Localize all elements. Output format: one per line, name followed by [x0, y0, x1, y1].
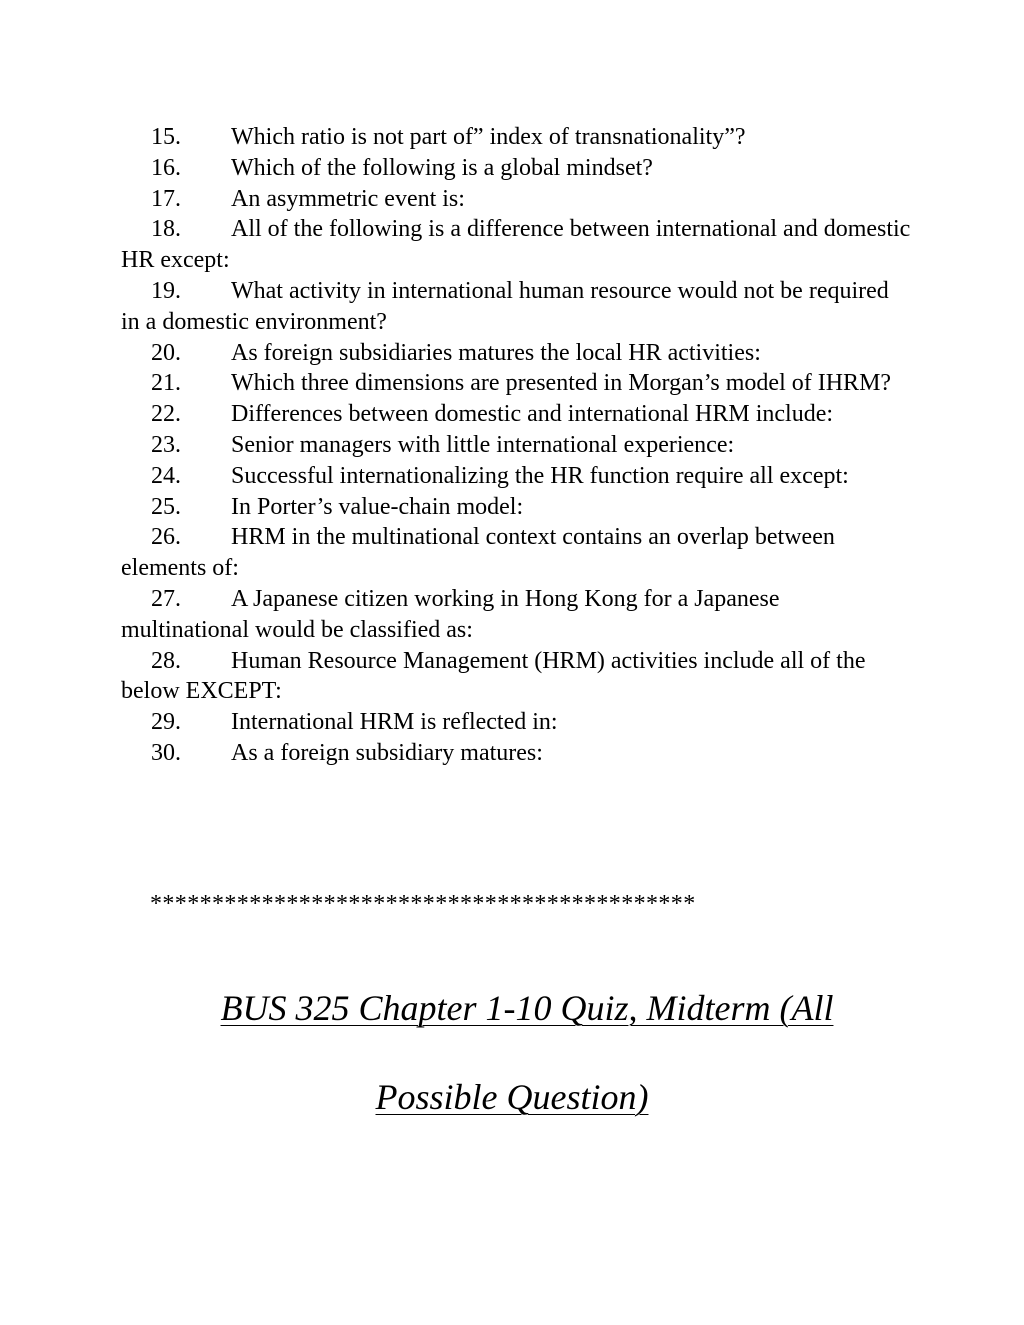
asterisk-separator: ******************************************** — [150, 891, 696, 917]
question-item — [121, 184, 911, 215]
question-item — [121, 522, 911, 584]
question-item — [121, 368, 911, 399]
question-text: Human Resource Management (HRM) activities include all of the below EXCEPT: — [121, 647, 866, 705]
question-number: 16. — [151, 154, 181, 181]
question-item — [121, 492, 911, 523]
question-number: 24. — [151, 462, 181, 489]
question-text: International HRM is reflected in: — [231, 709, 558, 736]
question-number: 28. — [151, 647, 181, 674]
question-number: 27. — [151, 585, 181, 612]
question-text: Which ratio is not part of” index of transnationality”? — [231, 124, 746, 150]
question-item — [121, 338, 911, 369]
question-item — [121, 276, 911, 338]
question-text: Successful internationalizing the HR function require all except: — [231, 462, 849, 489]
question-item — [121, 214, 911, 276]
question-text: Differences between domestic and international HRM include: — [231, 401, 834, 428]
question-text: In Porter’s value-chain model: — [231, 493, 524, 520]
question-text: What activity in international human resource would not be required in a domestic environment? — [121, 277, 889, 335]
question-text: Which of the following is a global mindset? — [231, 154, 653, 181]
question-item — [121, 399, 911, 430]
question-number: 29. — [151, 709, 181, 736]
question-item — [121, 584, 911, 646]
question-text: As foreign subsidiaries matures the local HR activities: — [231, 339, 761, 366]
question-number: 15. — [151, 124, 181, 150]
document-title-line-1: BUS 325 Chapter 1-10 Quiz, Midterm (All — [220, 988, 834, 1028]
question-text: All of the following is a difference between international and domestic HR except: — [121, 216, 911, 274]
question-list — [121, 122, 911, 769]
question-text: HRM in the multinational context contains an overlap between elements of: — [121, 524, 835, 582]
question-item — [121, 122, 911, 153]
question-number: 25. — [151, 493, 181, 520]
question-number: 17. — [151, 185, 181, 212]
question-number: 21. — [151, 370, 181, 397]
question-number: 23. — [151, 431, 181, 458]
question-number: 22. — [151, 401, 181, 428]
question-item — [121, 707, 911, 738]
question-text: An asymmetric event is: — [231, 185, 465, 212]
document-title-line-2: Possible Question) — [375, 1077, 649, 1117]
question-number: 20. — [151, 339, 181, 366]
question-number: 18. — [151, 216, 181, 243]
question-text: A Japanese citizen working in Hong Kong for a Japanese multinational would be classified as: — [121, 585, 780, 643]
question-number: 19. — [151, 277, 181, 304]
question-text: As a foreign subsidiary matures: — [231, 739, 543, 766]
question-item — [121, 430, 911, 461]
question-item — [121, 153, 911, 184]
question-text: Which three dimensions are presented in Morgan’s model of IHRM? — [231, 370, 892, 397]
question-number: 30. — [151, 739, 181, 766]
question-item — [121, 738, 911, 769]
question-item — [121, 646, 911, 708]
question-item — [121, 461, 911, 492]
question-number: 26. — [151, 524, 181, 551]
question-text: Senior managers with little international experience: — [231, 431, 735, 458]
